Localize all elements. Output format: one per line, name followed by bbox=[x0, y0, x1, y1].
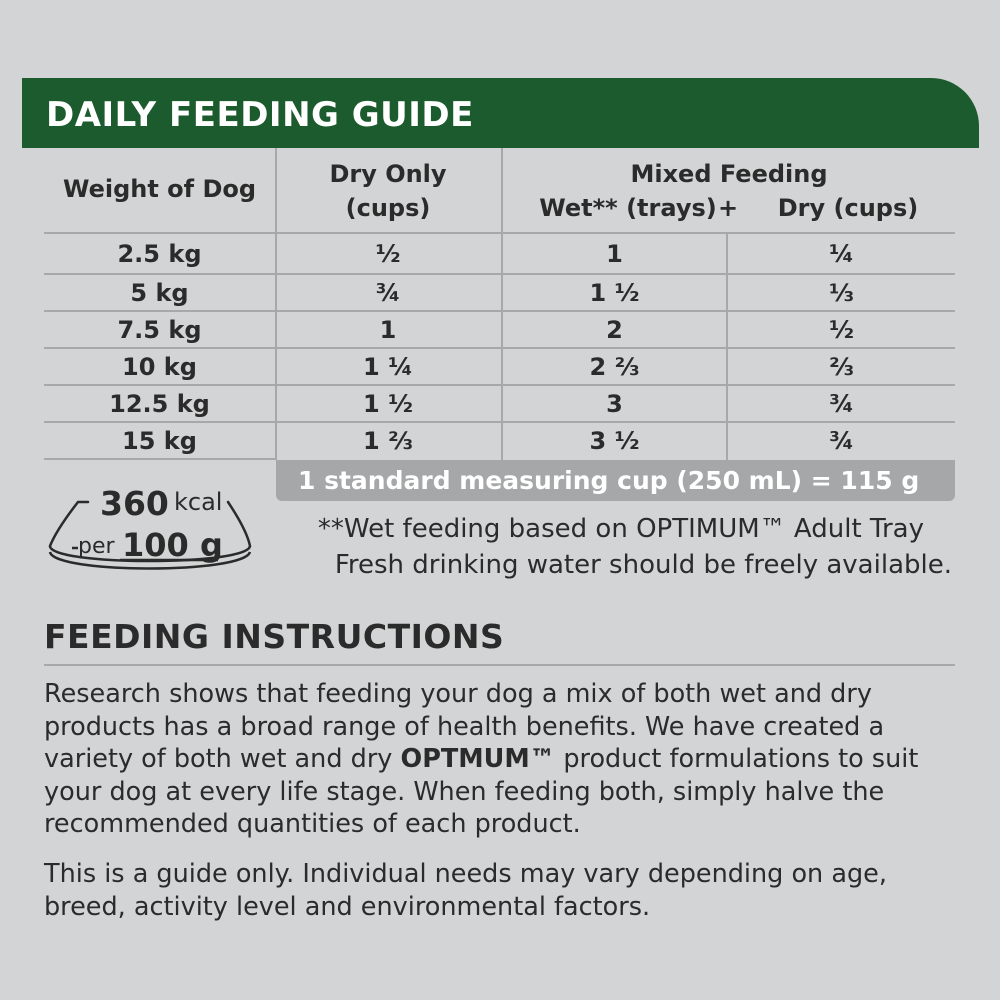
cell-wet: 2 ⅔ bbox=[589, 353, 640, 381]
cell-wet: 3 ½ bbox=[589, 427, 640, 455]
cell-wet: 3 bbox=[606, 390, 623, 418]
cell-dry: ¼ bbox=[829, 240, 854, 268]
guide-disclaimer: This is a guide only. Individual needs may vary depending on age, breed, activity level and environmental factors. bbox=[44, 859, 887, 922]
feeding-guide-banner bbox=[22, 78, 979, 148]
kcal-badge bbox=[44, 480, 254, 580]
row-divider bbox=[44, 347, 955, 349]
header-weight: Weight of Dog bbox=[62, 175, 257, 203]
kcal-unit: kcal bbox=[174, 488, 223, 516]
cell-wet: 1 bbox=[606, 240, 623, 268]
feeding-instructions-title: FEEDING INSTRUCTIONS bbox=[44, 617, 505, 656]
cell-wet: 2 bbox=[606, 316, 623, 344]
row-divider bbox=[44, 421, 955, 423]
wet-feeding-note: **Wet feeding based on OPTIMUM™ Adult Tray bbox=[317, 514, 924, 544]
cell-dry: ⅔ bbox=[829, 353, 854, 381]
instructions-text-a: Research shows that feeding your dog a mix of both wet and dry products has a broad range of health benefits. We have created a variety of both wet and dry bbox=[44, 679, 885, 774]
section-divider bbox=[44, 664, 955, 666]
cell-dry-only: 1 bbox=[379, 316, 397, 344]
cell-dry-only: 1 ⅔ bbox=[363, 427, 413, 455]
cell-dry: ½ bbox=[829, 316, 854, 344]
measuring-cup-text: 1 standard measuring cup (250 mL) = 115 g bbox=[298, 466, 920, 495]
cell-weight: 12.5 kg bbox=[109, 390, 210, 418]
header-mixed-wet: Wet** (trays) bbox=[539, 194, 717, 222]
feeding-table bbox=[44, 148, 955, 460]
header-dry-only-line1: Dry Only bbox=[329, 160, 447, 188]
cell-wet: 1 ½ bbox=[589, 279, 640, 307]
cell-dry: ⅓ bbox=[829, 279, 854, 307]
cell-dry-only: 1 ½ bbox=[363, 390, 413, 418]
kcal-per: per bbox=[78, 534, 115, 559]
cell-dry: ¾ bbox=[829, 390, 854, 418]
cell-dry-only: 1 ¼ bbox=[363, 353, 413, 381]
row-divider bbox=[44, 310, 955, 312]
instructions-text-b: product formulations to suit your dog at every life stage. When feeding both, simply halve the recommended quantities of each product. bbox=[44, 744, 919, 839]
header-mixed-plus: + bbox=[717, 194, 739, 222]
row-divider bbox=[44, 232, 955, 234]
row-divider bbox=[44, 458, 276, 460]
header-dry-only-line2: (cups) bbox=[345, 194, 431, 222]
row-divider bbox=[44, 384, 955, 386]
cell-weight: 15 kg bbox=[122, 427, 197, 455]
brand-name: OPTMUM™ bbox=[400, 744, 556, 774]
kcal-value: 360 bbox=[100, 484, 169, 523]
header-mixed-title: Mixed Feeding bbox=[630, 160, 828, 188]
water-note: Fresh drinking water should be freely available. bbox=[334, 550, 952, 580]
cell-weight: 7.5 kg bbox=[117, 316, 202, 344]
cell-dry-only: ¾ bbox=[375, 279, 401, 307]
cell-weight: 5 kg bbox=[130, 279, 189, 307]
feeding-guide-title: DAILY FEEDING GUIDE bbox=[46, 95, 474, 135]
header-mixed-dry: Dry (cups) bbox=[777, 194, 919, 222]
cell-weight: 10 kg bbox=[122, 353, 197, 381]
cell-dry-only: ½ bbox=[375, 240, 401, 268]
instructions-paragraph bbox=[44, 678, 964, 841]
cell-dry: ¾ bbox=[829, 427, 854, 455]
row-divider bbox=[44, 273, 955, 275]
kcal-per-value: 100 g bbox=[122, 526, 223, 564]
cell-weight: 2.5 kg bbox=[117, 240, 202, 268]
measuring-cup-bar bbox=[276, 460, 955, 501]
